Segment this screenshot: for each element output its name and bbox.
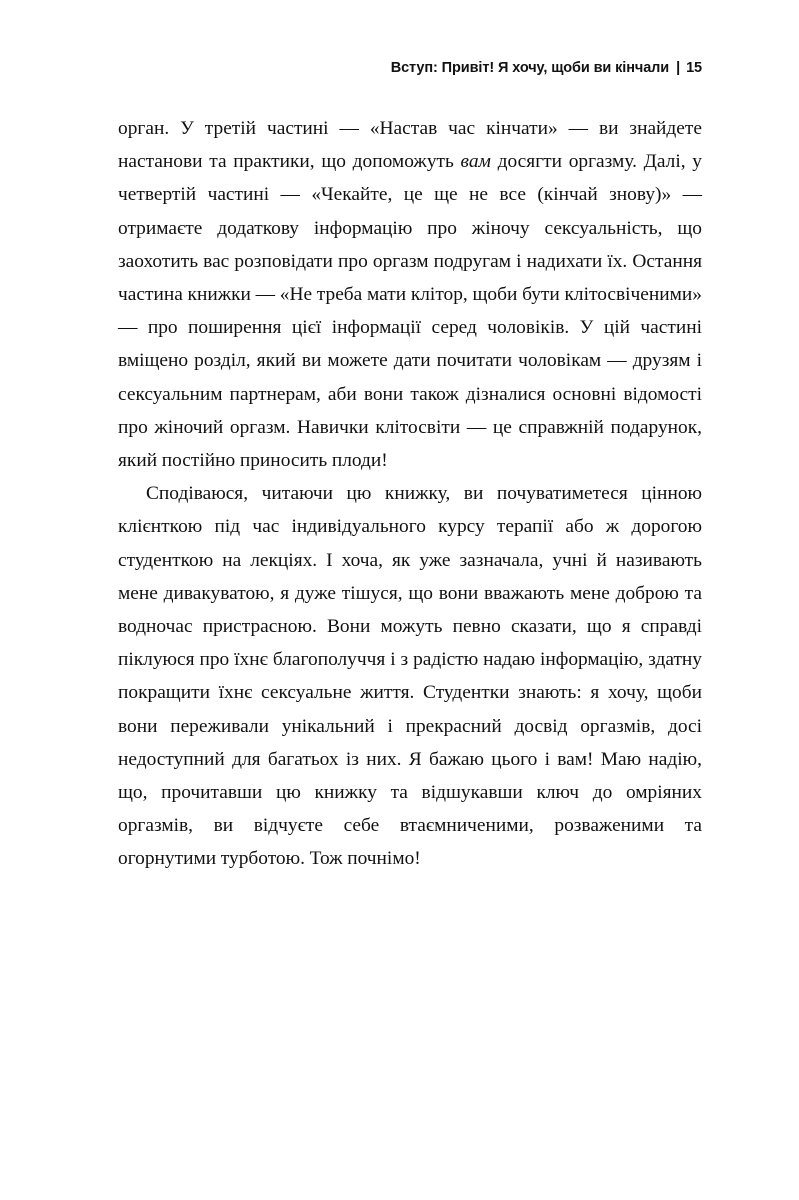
paragraph-continued <box>118 112 702 477</box>
paragraph-closing: Сподіваюся, читаючи цю книжку, ви почуватиметеся цінною клієнткою під час індивідуального курсу терапії або ж дорогою студенткою на лекціях. І хоча, як уже зазначала, учні й називають мене дивакуватою, я дуже тішуся, що вони вважають мене доброю та водночас пристрасною. Вони можуть певно сказати, що я справді піклуюся про їхнє благополуччя і з радістю надаю інформацію, здатну покращити їхнє сексуальне життя. Студентки знають: я хочу, щоби вони переживали унікальний і прекрасний досвід оргазмів, досі недоступний для багатьох із них. Я бажаю цього і вам! Маю надію, що, прочитавши цю книжку та відшукавши ключ до омріяних оргазмів, ви відчуєте себе втаємниченими, розваженими та огорнутими турботою. Тож почнімо! <box>118 483 702 870</box>
running-header-separator: | <box>676 60 681 76</box>
emphasized-word-vam: вам <box>460 151 491 173</box>
running-header-title: Вступ: Привіт! Я хочу, щоби ви кінчали <box>390 60 670 76</box>
body-text-block <box>118 112 702 876</box>
running-header-page-number: 15 <box>686 60 702 76</box>
paragraph-continued-text-before-italic: орган. У третій частині — «Настав час кінчати» — ви знайдете настанови та практики, що допоможуть <box>118 118 702 173</box>
paragraph-continued-text-after-italic: досягти оргазму. Далі, у четвертій частині — «Чекайте, це ще не все (кінчай знову)» — отримаєте додаткову інформацію про жіночу сексуальність, що заохотить вас розповідати про оргазм подругам і надихати їх. Остання частина книжки — «Не треба мати клітор, щоби бути клітосвіченими» — про поширення цієї інформації серед чоловіків. У цій частині вміщено розділ, який ви можете дати почитати чоловікам — друзям і сексуальним партнерам, аби вони також дізналися основні відомості про жіночий оргазм. Навички клітосвіти — це справжній подарунок, який постійно приносить плоди! <box>118 151 702 472</box>
running-header <box>118 60 702 76</box>
